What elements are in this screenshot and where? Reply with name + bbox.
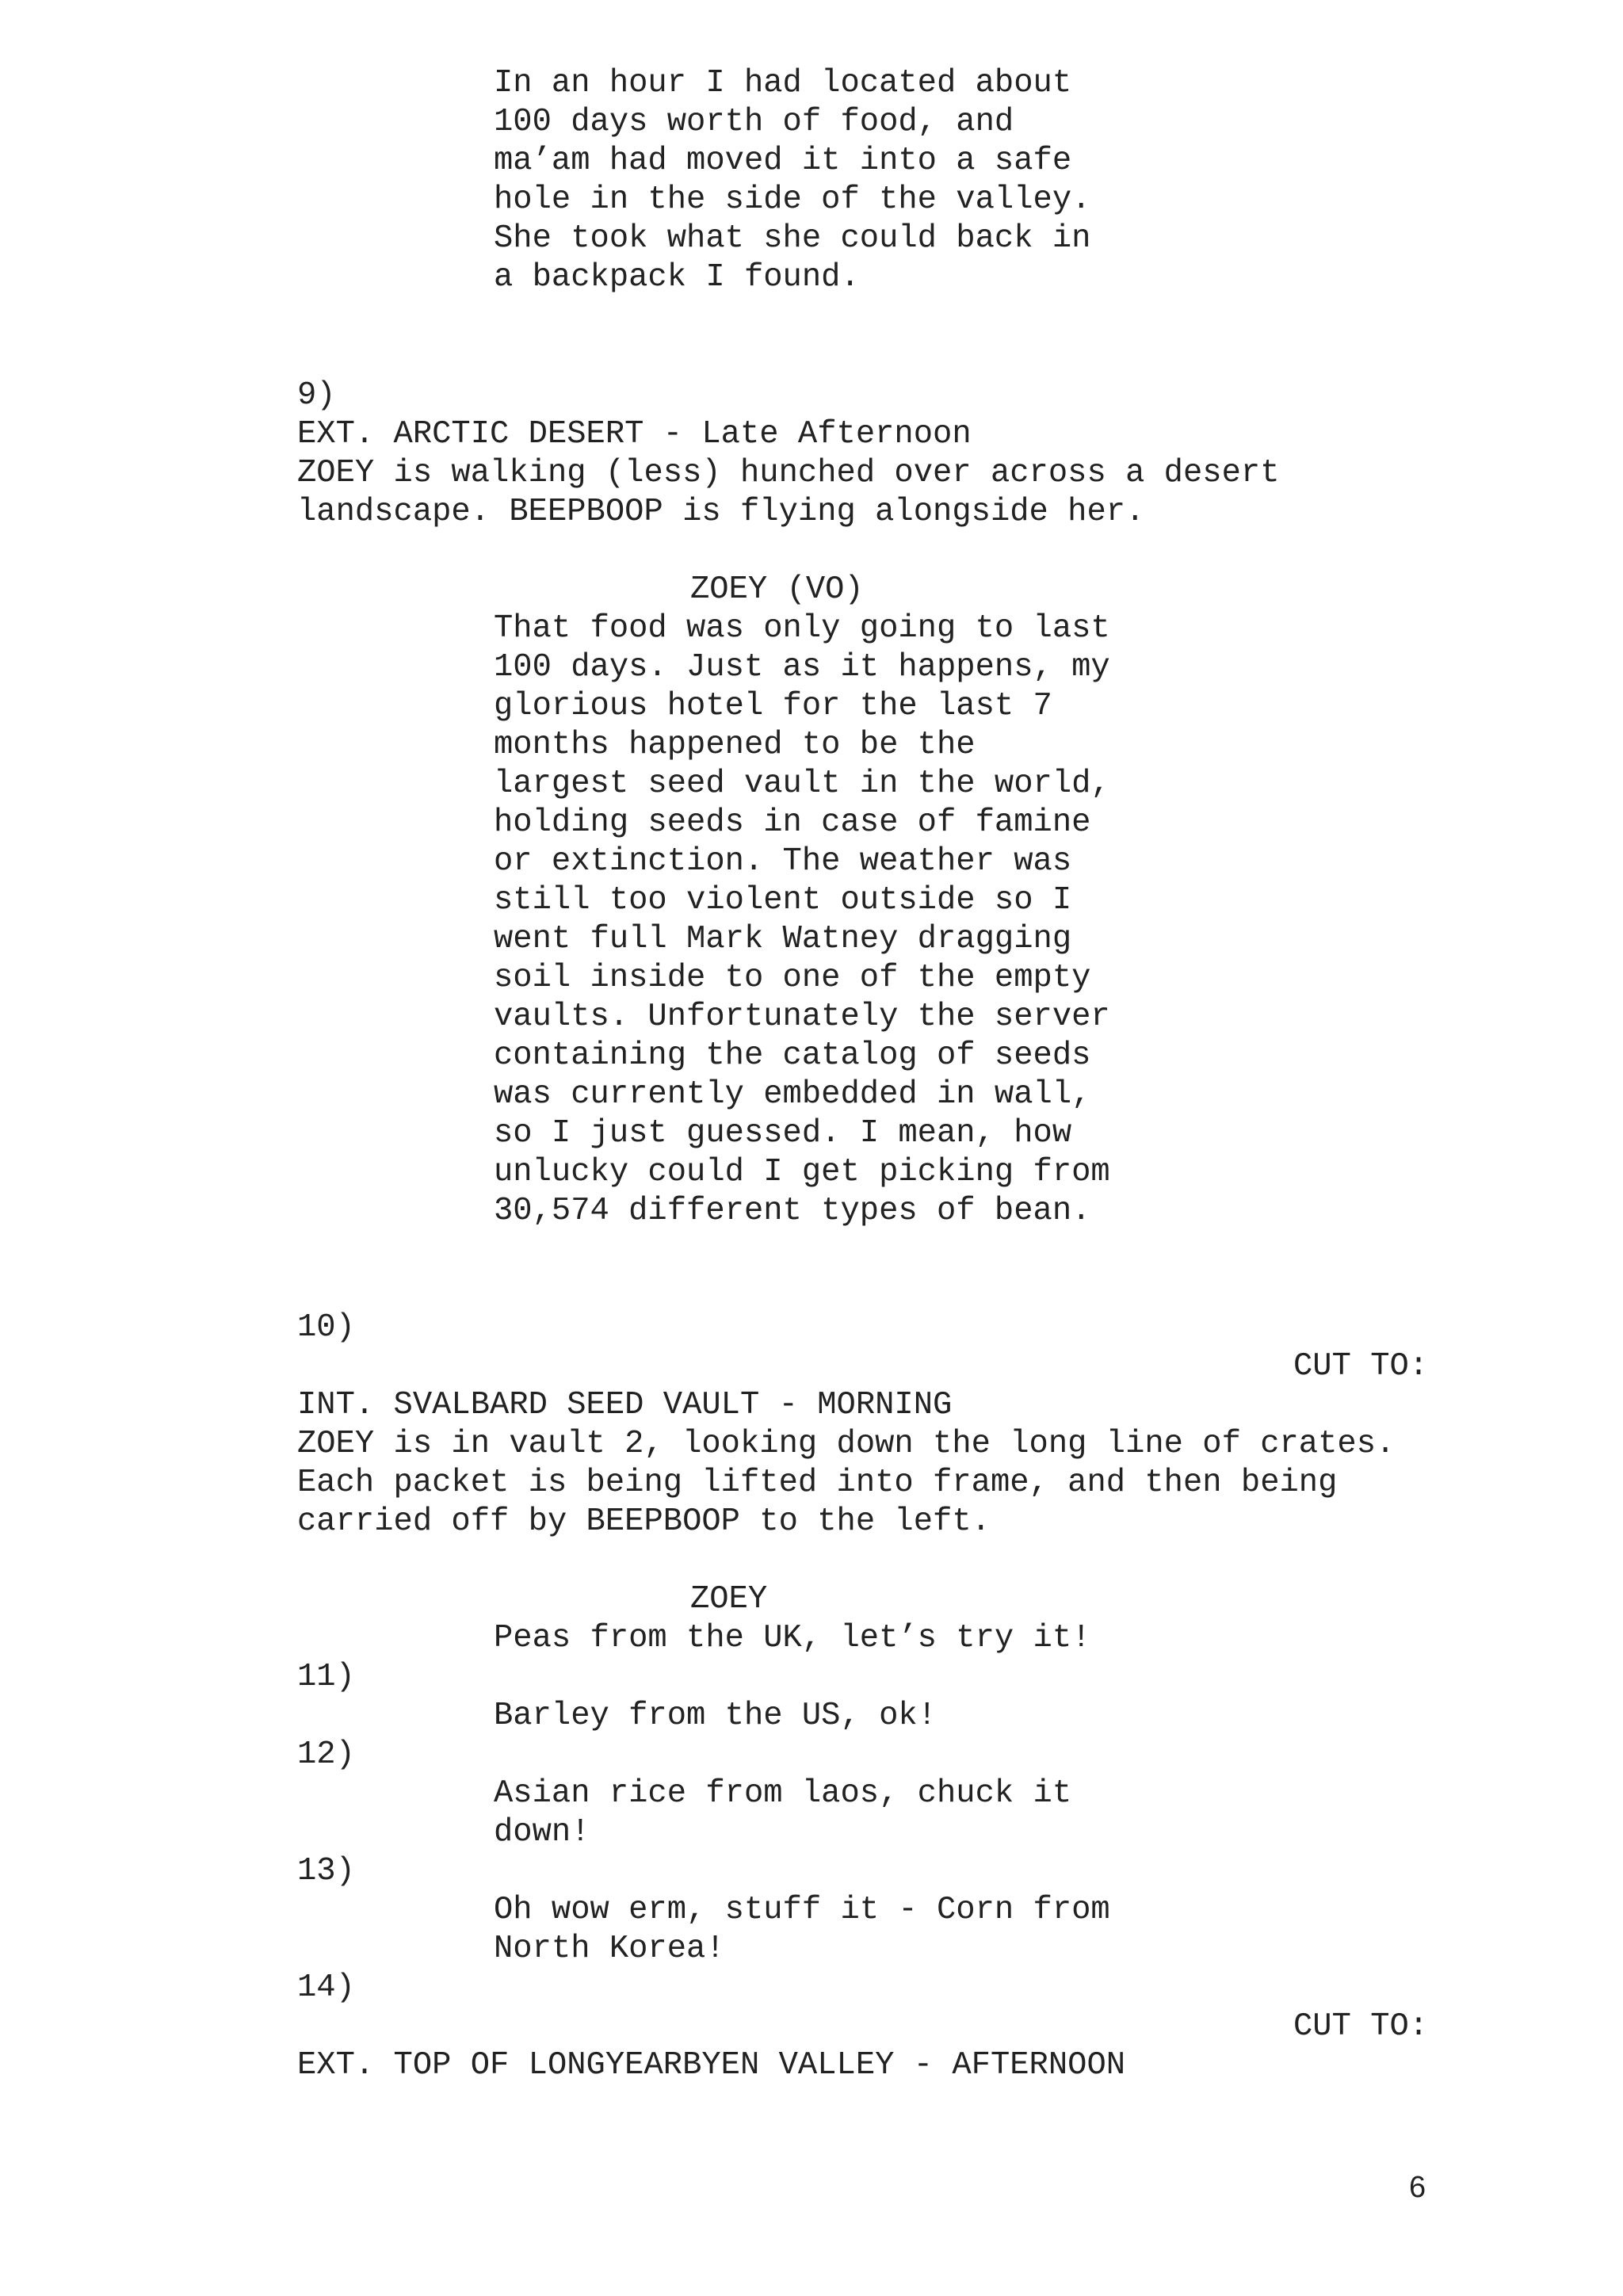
scene-number: 10) xyxy=(297,1309,355,1346)
dialogue-line: holding seeds in case of famine xyxy=(494,804,1091,841)
dialogue-line: still too violent outside so I xyxy=(494,882,1072,919)
dialogue-line: soil inside to one of the empty xyxy=(494,960,1091,996)
dialogue-line: containing the catalog of seeds xyxy=(494,1037,1091,1074)
character-cue: ZOEY xyxy=(690,1581,768,1618)
scene-number: 11) xyxy=(297,1659,355,1695)
dialogue-line: Asian rice from laos, chuck it xyxy=(494,1775,1072,1812)
scene-number: 12) xyxy=(297,1736,355,1773)
action-line: Each packet is being lifted into frame, and then being xyxy=(297,1465,1338,1501)
action-line: ZOEY is in vault 2, looking down the long line of crates. xyxy=(297,1426,1396,1462)
dialogue-line: 100 days worth of food, and xyxy=(494,104,1014,140)
dialogue-line: went full Mark Watney dragging xyxy=(494,921,1072,957)
dialogue-line: 100 days. Just as it happens, my xyxy=(494,649,1110,686)
dialogue-line: vaults. Unfortunately the server xyxy=(494,999,1110,1035)
dialogue-line: North Korea! xyxy=(494,1931,725,1967)
transition: CUT TO: xyxy=(1293,1348,1429,1385)
dialogue-line: 30,574 different types of bean. xyxy=(494,1193,1091,1229)
dialogue-line: months happened to be the xyxy=(494,727,976,763)
character-cue: ZOEY (VO) xyxy=(690,571,864,608)
dialogue-line: so I just guessed. I mean, how xyxy=(494,1115,1072,1152)
dialogue-line: largest seed vault in the world, xyxy=(494,766,1110,802)
action-line: landscape. BEEPBOOP is flying alongside her. xyxy=(297,494,1145,530)
dialogue-line: Barley from the US, ok! xyxy=(494,1698,937,1734)
dialogue-line: Oh wow erm, stuff it - Corn from xyxy=(494,1892,1110,1928)
scene-heading: EXT. ARCTIC DESERT - Late Afternoon xyxy=(297,416,972,453)
dialogue-line: Peas from the UK, let’s try it! xyxy=(494,1620,1091,1656)
dialogue-line: or extinction. The weather was xyxy=(494,843,1072,880)
scene-heading: INT. SVALBARD SEED VAULT - MORNING xyxy=(297,1387,953,1423)
dialogue-line: a backpack I found. xyxy=(494,259,860,296)
scene-number: 9) xyxy=(297,377,336,414)
dialogue-line: was currently embedded in wall, xyxy=(494,1076,1091,1113)
dialogue-line: In an hour I had located about xyxy=(494,65,1072,101)
dialogue-line: That food was only going to last xyxy=(494,610,1110,647)
scene-number: 14) xyxy=(297,1969,355,2006)
dialogue-line: down! xyxy=(494,1814,590,1851)
scene-heading: EXT. TOP OF LONGYEARBYEN VALLEY - AFTERNOON xyxy=(297,2047,1126,2084)
action-line: ZOEY is walking (less) hunched over across a desert xyxy=(297,455,1280,491)
action-line: carried off by BEEPBOOP to the left. xyxy=(297,1503,991,1540)
dialogue-line: glorious hotel for the last 7 xyxy=(494,688,1052,724)
scene-number: 13) xyxy=(297,1853,355,1889)
page-number: 6 xyxy=(1409,2171,1426,2204)
dialogue-line: ma’am had moved it into a safe xyxy=(494,143,1072,179)
dialogue-line: unlucky could I get picking from xyxy=(494,1154,1110,1190)
transition: CUT TO: xyxy=(1293,2008,1429,2045)
dialogue-line: She took what she could back in xyxy=(494,220,1091,257)
dialogue-line: hole in the side of the valley. xyxy=(494,181,1091,218)
